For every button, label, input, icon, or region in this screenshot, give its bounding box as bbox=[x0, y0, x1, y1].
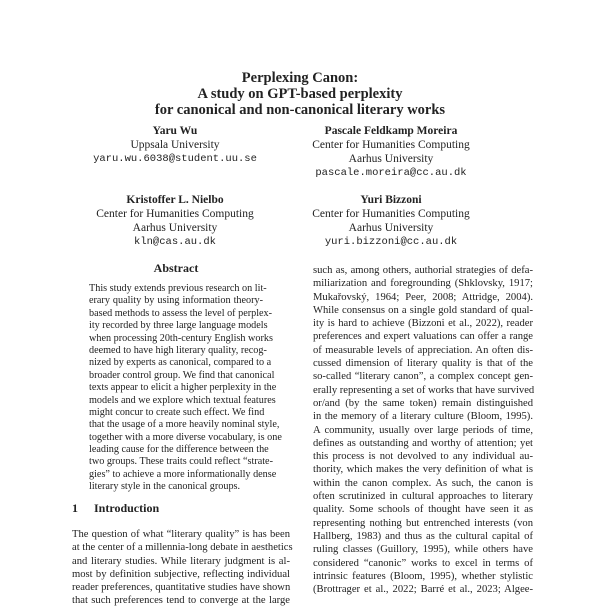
text-line: two groups. These traits could reflect “strate- bbox=[89, 456, 273, 468]
paper-title bbox=[0, 70, 600, 118]
text-line: While consensus on a single gold standard of qual- bbox=[313, 304, 533, 316]
right-column-body bbox=[313, 264, 533, 600]
text-line: considered “canonic” works to excel in terms of bbox=[313, 557, 533, 569]
text-line: broader control group. We find that canonical bbox=[89, 369, 275, 381]
text-line: models and we explore which textual features bbox=[89, 394, 276, 406]
title-line: for canonical and non-canonical literary works bbox=[154, 102, 446, 118]
text-line: ruling classes (Guillory, 1995), while others have bbox=[313, 544, 533, 556]
text-line: A community, usually over large periods of time, bbox=[313, 424, 533, 436]
text-line: when processing 20th-century English works bbox=[89, 332, 273, 344]
author-email[interactable]: yaru.wu.6038@student.uu.se bbox=[93, 153, 257, 165]
text-line: intrinsic features (Bloom, 1995), whether stylistic bbox=[313, 570, 533, 582]
text-line: based methods to assess the level of perplex- bbox=[89, 307, 273, 319]
author-affiliation: Aarhus University bbox=[132, 222, 218, 234]
author-email[interactable]: yuri.bizzoni@cc.au.dk bbox=[324, 236, 458, 248]
text-line: preferences and expert valuations can offer a range bbox=[313, 331, 533, 343]
author-email[interactable]: kln@cas.au.dk bbox=[134, 236, 216, 248]
text-line: together with a more diverse vocabulary, is one bbox=[89, 431, 282, 443]
text-line: that the usage of a more heavily nominal style, bbox=[89, 419, 280, 431]
text-line: representing nothing but entrenched interests (von bbox=[313, 517, 533, 529]
author-affiliation: Aarhus University bbox=[348, 222, 434, 234]
section-number: 1 bbox=[72, 501, 78, 515]
author-block bbox=[55, 193, 295, 249]
title-line: Perplexing Canon: bbox=[241, 70, 359, 86]
author-affiliation: Aarhus University bbox=[348, 153, 434, 165]
text-line: literary style in the canonical groups. bbox=[89, 481, 241, 493]
text-line: defines as outstanding and worthy of attention; yet bbox=[313, 437, 533, 449]
author-block bbox=[271, 193, 511, 249]
text-line: that such preferences tend to converge at the large bbox=[72, 595, 290, 607]
abstract-heading: Abstract bbox=[153, 261, 199, 275]
text-line: at the center of a millennia-long debate in aesthetics bbox=[72, 542, 293, 554]
introduction-body bbox=[72, 528, 293, 607]
author-block bbox=[271, 124, 511, 180]
text-line: ity is hard to achieve (Bizzoni et al., 2022), reader bbox=[313, 318, 533, 330]
text-line: in the memory of a literary culture (Bloom, 1995). bbox=[313, 411, 533, 423]
text-line: so-called “literary canon”, a complex concept gen- bbox=[313, 371, 533, 383]
author-affiliation: Center for Humanities Computing bbox=[312, 139, 470, 151]
text-line: erary quality by using information theory- bbox=[89, 295, 263, 307]
author-affiliation: Uppsala University bbox=[130, 139, 220, 151]
text-line: erally representing a set of works that have survived bbox=[313, 384, 535, 396]
text-line: within the canon complex. As such, the canon is bbox=[313, 477, 533, 489]
author-affiliation: Center for Humanities Computing bbox=[96, 208, 254, 220]
abstract-body bbox=[89, 283, 282, 495]
text-line: such as, among others, authorial strategies of defa- bbox=[313, 265, 533, 276]
author-name: Kristoffer L. Nielbo bbox=[126, 194, 224, 206]
text-line: and literary studies. While literary judgment is al- bbox=[72, 555, 290, 567]
text-line: might concur to create such effect. We find bbox=[89, 406, 265, 418]
text-line: reader preferences, quantitative studies have shown bbox=[72, 582, 291, 594]
author-affiliation: Center for Humanities Computing bbox=[312, 208, 470, 220]
text-line: miliarization and foregrounding (Shklovsky, 1917; bbox=[313, 278, 533, 290]
text-line: cussed dimension of literary quality is that of the bbox=[313, 358, 533, 370]
text-line: (Brottrager et al., 2022; Barré et al., 2023; Algee- bbox=[313, 584, 533, 596]
title-line: A study on GPT-based perplexity bbox=[197, 86, 403, 102]
author-block bbox=[55, 124, 295, 166]
text-line: ity recorded by three large language models bbox=[89, 320, 268, 332]
section-heading bbox=[72, 501, 159, 516]
author-name: Pascale Feldkamp Moreira bbox=[324, 125, 458, 137]
text-line: often scrutinized in cultural approaches to literary bbox=[313, 491, 533, 503]
text-line: Mukařovský, 1964; Peer, 2008; Attridge, 2004). bbox=[313, 291, 533, 303]
author-name: Yuri Bizzoni bbox=[360, 194, 422, 206]
author-email[interactable]: pascale.moreira@cc.au.dk bbox=[315, 167, 467, 179]
text-line: gies” to achieve a more informationally dense bbox=[89, 468, 277, 480]
text-line: this process is not devolved to any individual au- bbox=[313, 451, 533, 463]
text-line: nized by experts as canonical, compared to a bbox=[89, 357, 272, 369]
text-line: of measurable levels of appreciation. An often dis- bbox=[313, 344, 533, 356]
text-line: most by definition subjective, reflecting individual bbox=[72, 568, 290, 580]
text-line: texts appear to elicit a higher perplexity in the bbox=[89, 382, 277, 394]
text-line: This study extends previous research on lit- bbox=[89, 283, 267, 294]
text-line: or/and (by the same token) remain distinguished bbox=[313, 397, 533, 409]
text-line: The question of what “literary quality” is has been bbox=[72, 529, 290, 540]
text-line: Hallberg, 1983) and thus as the cultural capital of bbox=[313, 530, 533, 542]
text-line: deemed to have high literary quality, recog- bbox=[89, 344, 267, 356]
text-line: quality. Some schools of thought have seen it as bbox=[313, 504, 533, 516]
author-name: Yaru Wu bbox=[152, 125, 198, 137]
text-line: leading cause for the difference between the bbox=[89, 444, 269, 456]
text-line: thority, which makes the very definition of what is bbox=[313, 464, 533, 476]
section-title: Introduction bbox=[94, 501, 160, 515]
